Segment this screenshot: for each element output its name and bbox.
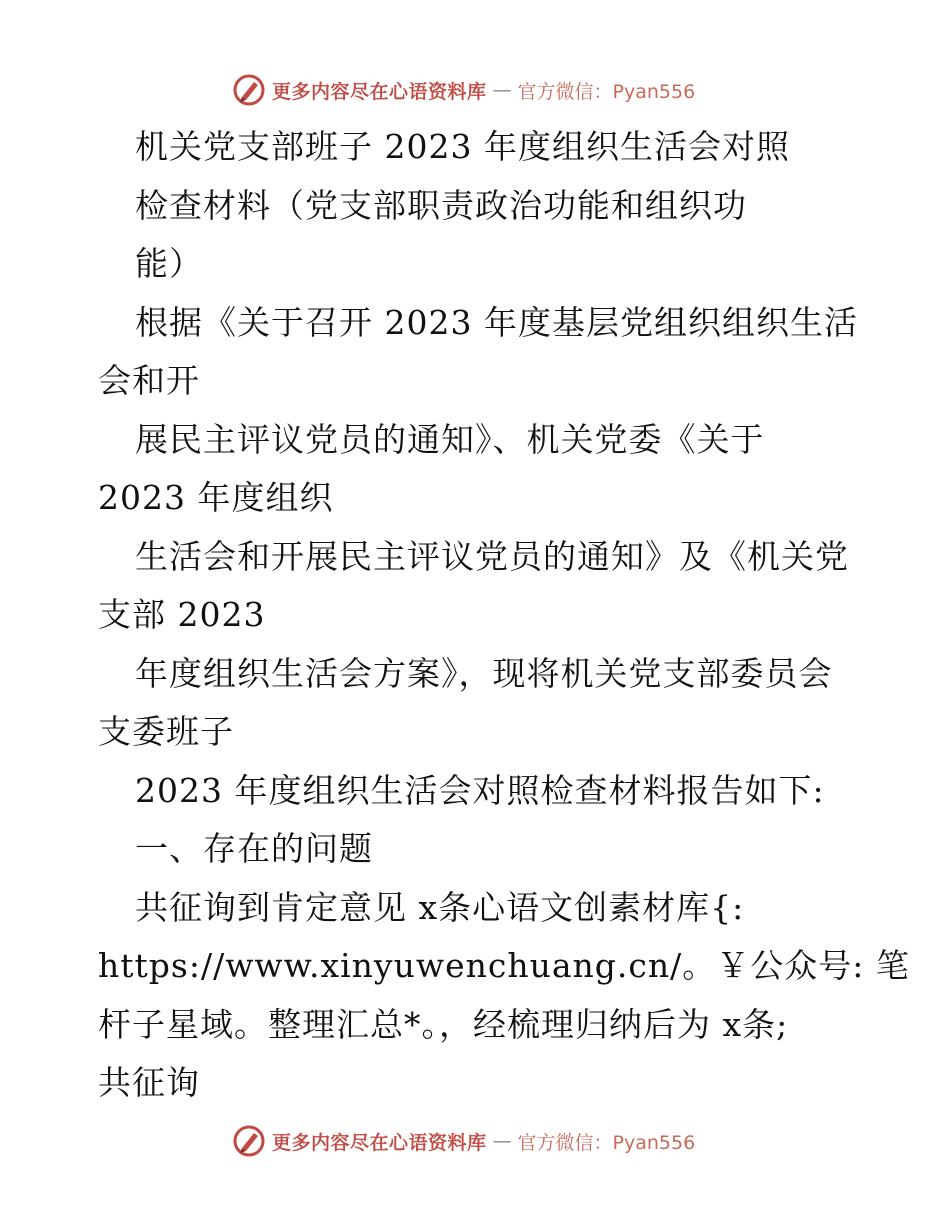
watermark-main-text: 更多内容尽在心语资料库	[272, 1131, 487, 1154]
pen-logo-icon	[232, 1124, 266, 1158]
text-line: 生活会和开展民主评议党员的通知》及《机关党	[135, 537, 849, 576]
text-line: 展民主评议党员的通知》、机关党委《关于	[135, 420, 765, 459]
text-line: 年度组织生活会方案》，现将机关党支部委员会	[135, 654, 833, 693]
title-line-2: 检查材料（党支部职责政治功能和组织功	[135, 186, 747, 225]
text-line: 杆子星域。整理汇总*。，经梳理归纳后为 x条;	[98, 1005, 789, 1044]
text-line: 2023 年度组织生活会对照检查材料报告如下:	[135, 771, 825, 810]
watermark-separator: —	[492, 1130, 512, 1152]
text-line: 共征询	[98, 1063, 200, 1102]
pen-logo-icon	[232, 73, 266, 107]
text-line: 支部 2023	[98, 595, 266, 634]
text-line: 支委班子	[98, 712, 234, 751]
text-line: https://www.xinyuwenchuang.cn/。￥公众号: 笔	[98, 946, 910, 985]
watermark-handle: 官方微信：Pyan556	[517, 1131, 696, 1154]
footer-watermark	[232, 1124, 695, 1158]
text-line: 2023 年度组织	[98, 478, 334, 517]
watermark-separator: —	[492, 79, 512, 101]
section-heading: 一、存在的问题	[135, 829, 373, 868]
title-line-1: 机关党支部班子 2023 年度组织生活会对照	[135, 127, 790, 166]
text-line: 会和开	[98, 361, 200, 400]
title-line-3: 能）	[135, 244, 203, 283]
text-line: 共征询到肯定意见 x条心语文创素材库{:	[135, 888, 745, 927]
text-line: 根据《关于召开 2023 年度基层党组织组织生活	[135, 303, 858, 342]
watermark-handle: 官方微信：Pyan556	[517, 80, 696, 103]
header-watermark	[232, 73, 695, 107]
watermark-main-text: 更多内容尽在心语资料库	[272, 80, 487, 103]
